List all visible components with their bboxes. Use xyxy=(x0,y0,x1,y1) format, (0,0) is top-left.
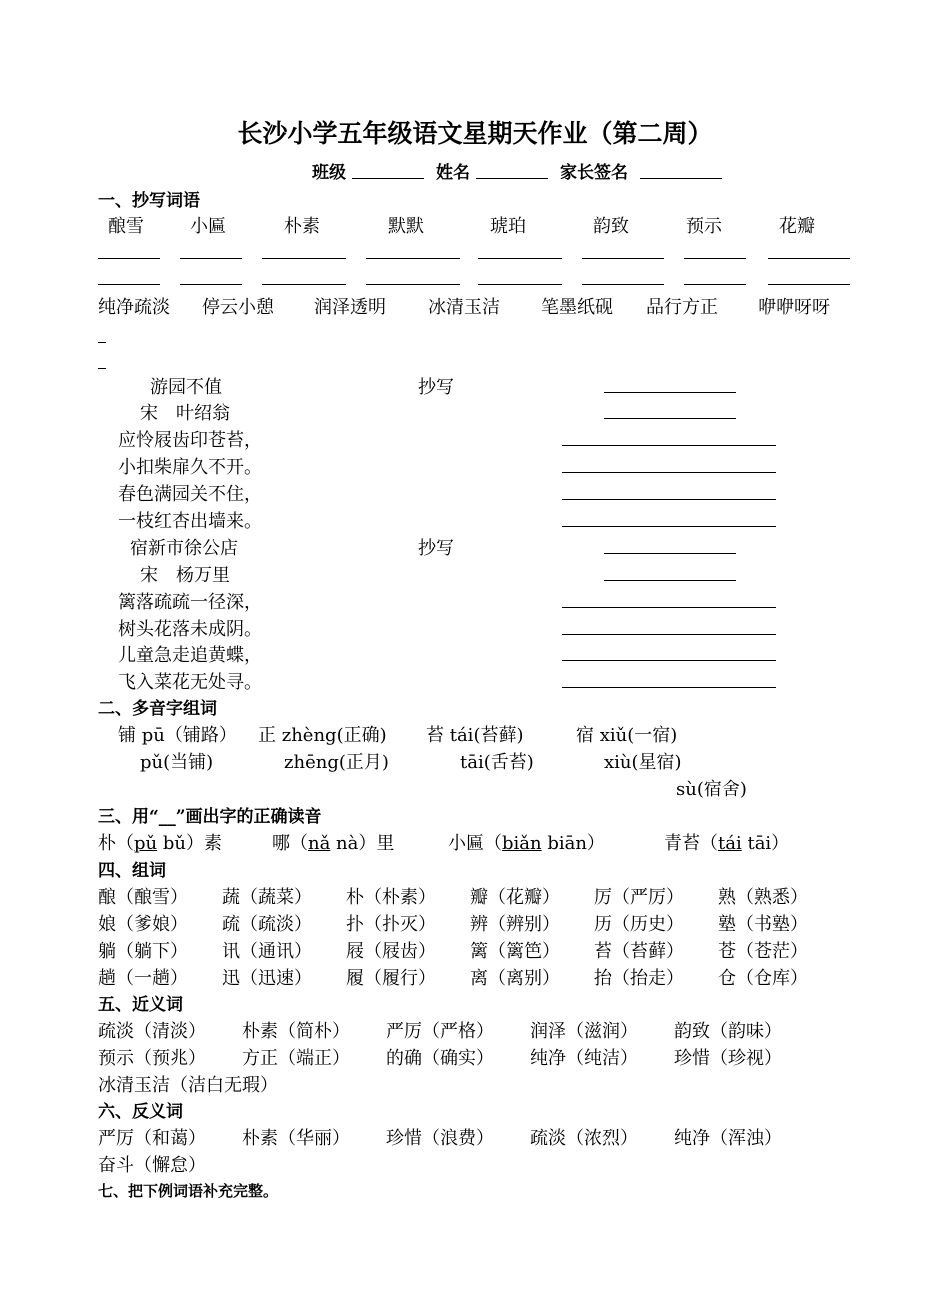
poem-title: 宿新市徐公店 xyxy=(130,538,238,559)
word: 朴素 xyxy=(284,216,320,237)
section-7-heading: 七、把下例词语补充完整。 xyxy=(98,1182,279,1200)
polyphone-item: pǔ(当铺) xyxy=(140,752,214,773)
poem-author: 宋 杨万里 xyxy=(140,565,230,586)
class-field[interactable] xyxy=(352,178,424,179)
section-4-heading: 四、组词 xyxy=(98,861,166,881)
word-item: 熟（熟悉） xyxy=(718,887,808,908)
copy-line[interactable] xyxy=(604,580,736,581)
polyphone-item: 正 zhèng(正确) xyxy=(258,725,387,746)
word-item: 朴素（华丽） xyxy=(242,1128,350,1149)
correct-pinyin[interactable]: biǎn xyxy=(502,833,542,854)
idiom: 冰清玉洁 xyxy=(428,297,500,318)
copy-line[interactable] xyxy=(262,258,346,259)
word-item: 朴（朴素） xyxy=(346,887,436,908)
idiom: 停云小憩 xyxy=(202,297,274,318)
copy-line[interactable] xyxy=(684,258,746,259)
word-item: 韵致（韵味） xyxy=(674,1021,782,1042)
word-item: 辨（辨别） xyxy=(470,914,560,935)
poem-line: 飞入菜花无处寻。 xyxy=(118,672,262,693)
name-label: 姓名 xyxy=(436,163,470,183)
polyphone-item: sù(宿舍) xyxy=(676,779,747,800)
word-item: 珍惜（珍视） xyxy=(674,1048,782,1069)
copy-line[interactable] xyxy=(98,284,160,285)
idiom: 咿咿呀呀 xyxy=(758,297,830,318)
word: 默默 xyxy=(388,216,424,237)
word-item: 讯（通讯） xyxy=(222,941,312,962)
poem-line: 儿童急走追黄蝶， xyxy=(118,645,262,666)
page-title: 长沙小学五年级语文星期天作业（第二周） xyxy=(237,119,713,148)
word-item: 塾（书塾） xyxy=(718,914,808,935)
word-item: 方正（端正） xyxy=(242,1048,350,1069)
section-6-heading: 六、反义词 xyxy=(98,1102,183,1122)
name-field[interactable] xyxy=(476,178,548,179)
copy-line[interactable] xyxy=(180,284,242,285)
word-item: 娘（爹娘） xyxy=(98,914,188,935)
word-item: 屐（屐齿） xyxy=(346,941,436,962)
polyphone-item: 苔 tái(苔藓) xyxy=(426,725,524,746)
copy-line[interactable] xyxy=(768,284,850,285)
word-item: 润泽（滋润） xyxy=(530,1021,638,1042)
word-item: 冰清玉洁（洁白无瑕） xyxy=(98,1075,278,1096)
copy-line[interactable] xyxy=(582,258,664,259)
polyphone-item: xiù(星宿) xyxy=(604,752,682,773)
copy-line[interactable] xyxy=(562,499,776,500)
section-5-heading: 五、近义词 xyxy=(98,995,183,1015)
copy-line-short[interactable] xyxy=(98,342,106,343)
copy-line[interactable] xyxy=(366,258,460,259)
correct-pinyin[interactable]: pǔ xyxy=(134,833,158,854)
poem-line: 篱落疏疏一径深， xyxy=(118,592,262,613)
copy-line[interactable] xyxy=(604,418,736,419)
pinyin-choice: 青苔（tái tāi） xyxy=(664,833,790,854)
word-item: 苍（苍茫） xyxy=(718,941,808,962)
word-item: 趟（一趟） xyxy=(98,968,188,989)
copy-line[interactable] xyxy=(684,284,746,285)
pinyin-choice: 朴（pǔ bǔ）素 xyxy=(98,833,222,854)
copy-line-short[interactable] xyxy=(98,368,106,369)
word-item: 预示（预兆） xyxy=(98,1048,206,1069)
class-label: 班级 xyxy=(312,163,346,183)
copy-line[interactable] xyxy=(562,607,776,608)
copy-line[interactable] xyxy=(562,526,776,527)
word-item: 躺（躺下） xyxy=(98,941,188,962)
word: 预示 xyxy=(686,216,722,237)
word-item: 疏淡（清淡） xyxy=(98,1021,206,1042)
word: 韵致 xyxy=(593,216,629,237)
copy-line[interactable] xyxy=(582,284,664,285)
polyphone-item: tāi(舌苔) xyxy=(460,752,534,773)
word-item: 疏（疏淡） xyxy=(222,914,312,935)
poem-title: 游园不值 xyxy=(150,377,222,398)
word-item: 离（离别） xyxy=(470,968,560,989)
copy-line[interactable] xyxy=(562,660,776,661)
section-1-heading: 一、抄写词语 xyxy=(98,191,200,211)
word-item: 的确（确实） xyxy=(386,1048,494,1069)
polyphone-item: zhēng(正月) xyxy=(284,752,389,773)
copy-line[interactable] xyxy=(478,258,562,259)
word-item: 纯净（纯洁） xyxy=(530,1048,638,1069)
pinyin-choice: 哪（nǎ nà）里 xyxy=(272,833,395,854)
word-item: 仓（仓库） xyxy=(718,968,808,989)
word-item: 扑（扑灭） xyxy=(346,914,436,935)
copy-line[interactable] xyxy=(366,284,460,285)
word: 小匾 xyxy=(190,216,226,237)
word-item: 奋斗（懈怠） xyxy=(98,1155,206,1176)
word-item: 纯净（浑浊） xyxy=(674,1128,782,1149)
poem-line: 应怜屐齿印苍苔， xyxy=(118,430,262,451)
word-item: 朴素（简朴） xyxy=(242,1021,350,1042)
word-item: 严厉（严格） xyxy=(386,1021,494,1042)
poem-line: 小扣柴扉久不开。 xyxy=(118,457,262,478)
poem-line: 一枝红杏出墙来。 xyxy=(118,511,262,532)
copy-line[interactable] xyxy=(562,634,776,635)
poem-line: 春色满园关不住， xyxy=(118,484,262,505)
polyphone-item: 宿 xiǔ(一宿) xyxy=(576,725,678,746)
section-2-heading: 二、多音字组词 xyxy=(98,699,217,719)
section-3-heading: 三、用“__”画出字的正确读音 xyxy=(98,807,322,827)
copy-line[interactable] xyxy=(768,258,850,259)
pinyin-choice: 小匾（biǎn biān） xyxy=(448,833,605,854)
copy-line[interactable] xyxy=(562,687,776,688)
idiom: 笔墨纸砚 xyxy=(541,297,613,318)
word-item: 蔬（蔬菜） xyxy=(222,887,312,908)
copy-line[interactable] xyxy=(604,553,736,554)
word-item: 历（历史） xyxy=(594,914,684,935)
copy-label: 抄写 xyxy=(418,377,454,398)
word-item: 疏淡（浓烈） xyxy=(530,1128,638,1149)
word: 酿雪 xyxy=(108,216,144,237)
copy-line[interactable] xyxy=(262,284,346,285)
word-item: 严厉（和蔼） xyxy=(98,1128,206,1149)
copy-label: 抄写 xyxy=(418,538,454,559)
word-item: 珍惜（浪费） xyxy=(386,1128,494,1149)
word-item: 酿（酿雪） xyxy=(98,887,188,908)
copy-line[interactable] xyxy=(478,284,562,285)
correct-pinyin[interactable]: tái xyxy=(718,833,742,854)
word-item: 篱（篱笆） xyxy=(470,941,560,962)
parent-signature-field[interactable] xyxy=(640,178,722,179)
poem-author: 宋 叶绍翁 xyxy=(140,403,230,424)
idiom: 润泽透明 xyxy=(314,297,386,318)
word-item: 迅（迅速） xyxy=(222,968,312,989)
parent-signature-label: 家长签名 xyxy=(560,163,628,183)
word-item: 履（履行） xyxy=(346,968,436,989)
correct-pinyin[interactable]: nǎ xyxy=(308,833,331,854)
word: 花瓣 xyxy=(779,216,815,237)
poem-line: 树头花落未成阴。 xyxy=(118,619,262,640)
copy-line[interactable] xyxy=(180,258,242,259)
word-item: 抬（抬走） xyxy=(594,968,684,989)
word-item: 厉（严厉） xyxy=(594,887,684,908)
copy-line[interactable] xyxy=(562,472,776,473)
word-item: 苔（苔藓） xyxy=(594,941,684,962)
copy-line[interactable] xyxy=(98,258,160,259)
copy-line[interactable] xyxy=(562,445,776,446)
idiom: 品行方正 xyxy=(646,297,718,318)
idiom: 纯净疏淡 xyxy=(98,297,170,318)
copy-line[interactable] xyxy=(604,392,736,393)
word-item: 瓣（花瓣） xyxy=(470,887,560,908)
polyphone-item: 铺 pū（铺路） xyxy=(118,725,237,746)
word: 琥珀 xyxy=(490,216,526,237)
